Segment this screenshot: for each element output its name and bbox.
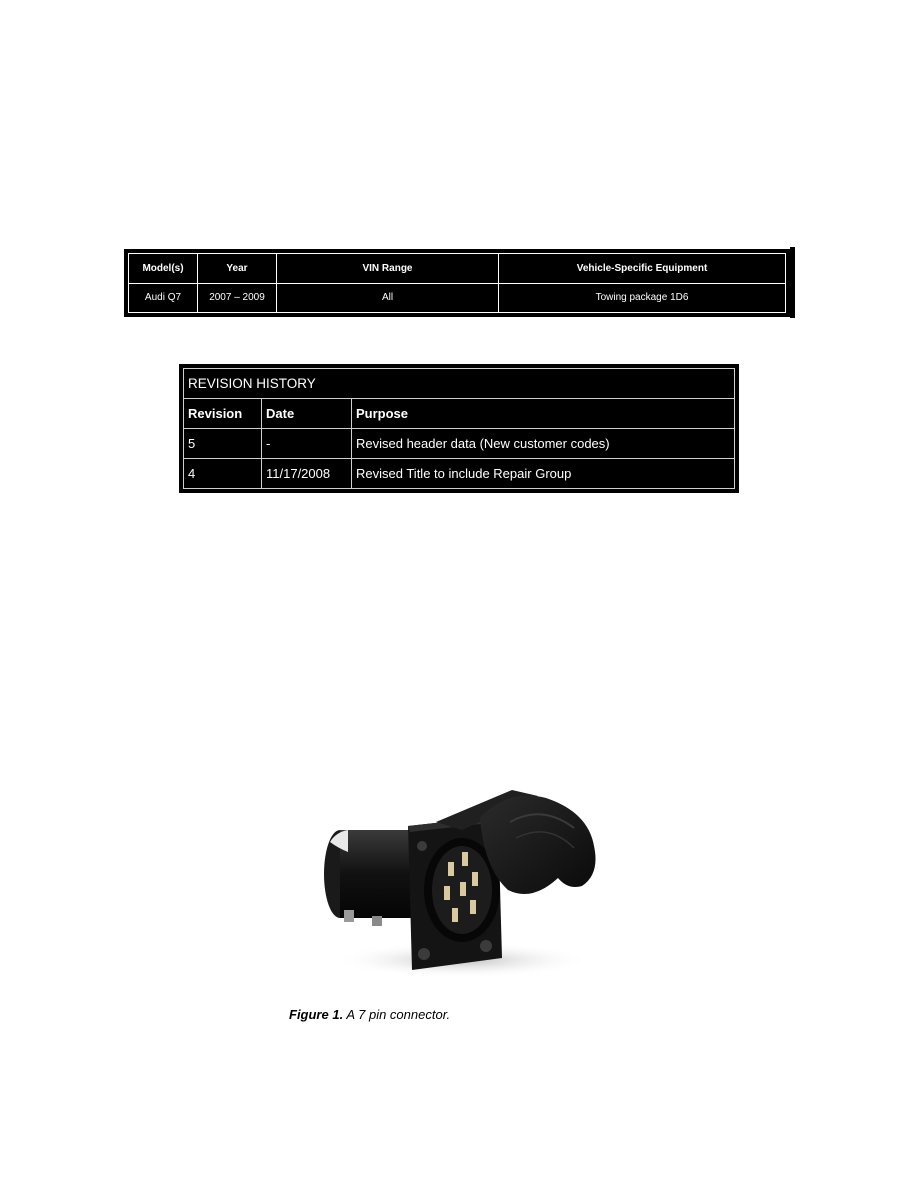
seven-pin-connector-image	[312, 782, 604, 978]
cell-revision: 4	[184, 459, 262, 489]
cell-date: -	[262, 429, 352, 459]
table-edge-bar	[790, 247, 795, 318]
column-header-purpose: Purpose	[352, 399, 735, 429]
table-header-row	[129, 254, 786, 284]
cell-vin-range: All	[277, 283, 499, 313]
cell-equipment: Towing package 1D6	[499, 283, 786, 313]
column-header-equipment: Vehicle-Specific Equipment	[499, 254, 786, 284]
figure-caption	[289, 1007, 450, 1022]
revision-history-table	[179, 364, 739, 493]
cell-model: Audi Q7	[129, 283, 198, 313]
column-header-vin-range: VIN Range	[277, 254, 499, 284]
column-header-models: Model(s)	[129, 254, 198, 284]
figure-label: Figure 1.	[289, 1007, 344, 1022]
vehicle-applicability-table	[124, 249, 790, 317]
figure-caption-text: A 7 pin connector.	[346, 1007, 451, 1022]
table-header-row	[184, 399, 735, 429]
revision-title-row	[184, 369, 735, 399]
table-row	[184, 429, 735, 459]
cell-purpose: Revised Title to include Repair Group	[352, 459, 735, 489]
cell-date: 11/17/2008	[262, 459, 352, 489]
table-row	[129, 283, 786, 313]
column-header-date: Date	[262, 399, 352, 429]
cell-revision: 5	[184, 429, 262, 459]
column-header-revision: Revision	[184, 399, 262, 429]
revision-history-title: REVISION HISTORY	[184, 369, 735, 399]
table-row	[184, 459, 735, 489]
column-header-year: Year	[198, 254, 277, 284]
cell-year: 2007 – 2009	[198, 283, 277, 313]
cell-purpose: Revised header data (New customer codes)	[352, 429, 735, 459]
